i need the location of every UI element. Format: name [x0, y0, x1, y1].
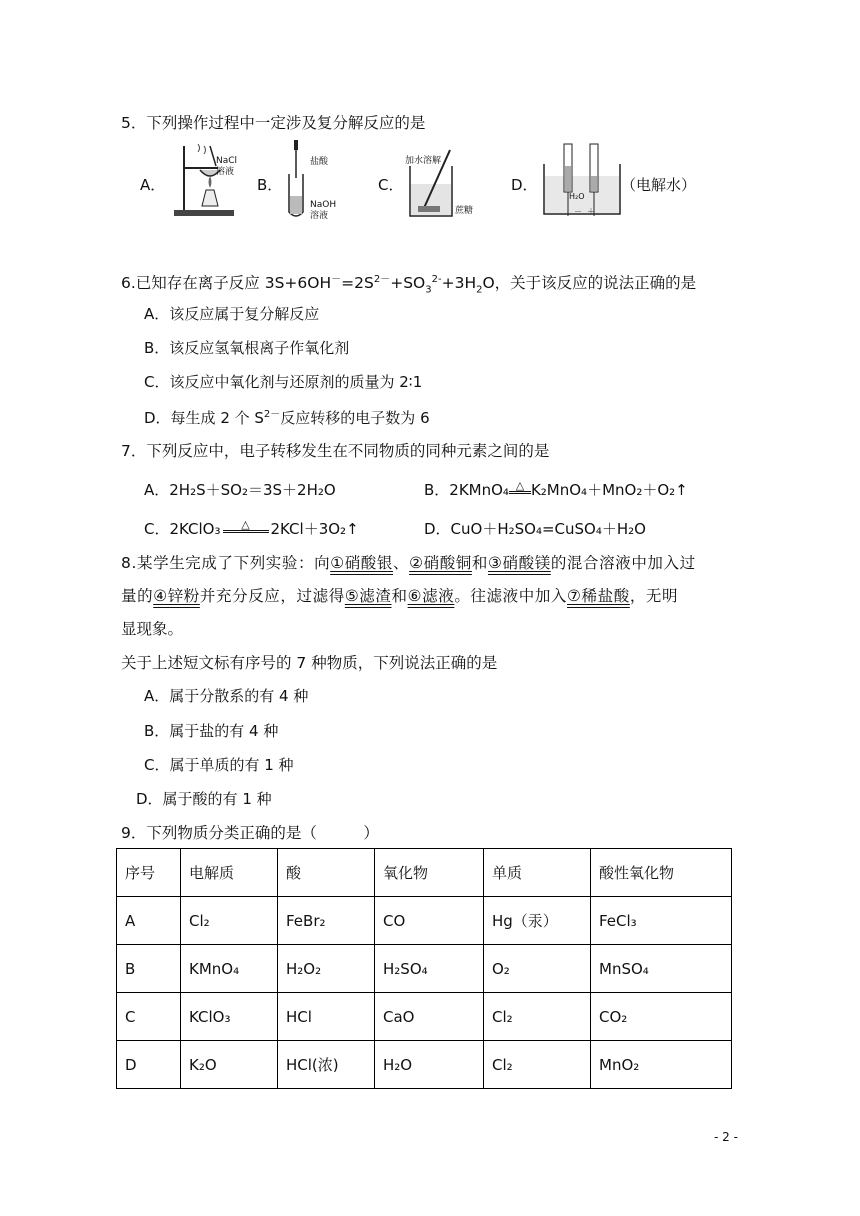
q7-option-c[interactable]: C．2KClO₃ △ 2KCl＋3O₂↑	[144, 518, 359, 538]
table-header-cell: 单质	[484, 849, 591, 897]
table-header-row	[117, 849, 732, 897]
q8-option-c[interactable]: C．属于单质的有 1 种	[144, 756, 294, 774]
q9-stem: 9．下列物质分类正确的是（ ）	[121, 824, 379, 842]
q5-option-d-letter[interactable]: D．	[511, 176, 538, 194]
table-row	[117, 945, 732, 993]
q5-option-b-letter[interactable]: B．	[257, 176, 283, 194]
q5-d-label-plus: ＋	[587, 207, 595, 216]
table-cell: B	[117, 945, 181, 993]
table-cell: O₂	[484, 945, 591, 993]
q5-b-label-solution: 溶液	[310, 211, 329, 221]
table-cell: H₂O₂	[278, 945, 375, 993]
heating-symbol-icon: △	[509, 481, 531, 494]
q5-d-note: （电解水）	[621, 176, 697, 194]
q7-option-a[interactable]: A．2H₂S＋SO₂＝3S＋2H₂O	[144, 481, 336, 499]
classification-table	[116, 848, 732, 1089]
evaporation-apparatus-icon	[170, 140, 250, 220]
q8-option-d[interactable]: D．属于酸的有 1 种	[136, 790, 272, 808]
test-tube-dropper-icon	[285, 138, 307, 222]
q8-line-3: 显现象。	[121, 620, 184, 638]
table-cell: KMnO₄	[181, 945, 278, 993]
table-cell: Cl₂	[484, 1041, 591, 1089]
table-row	[117, 1041, 732, 1089]
table-cell: C	[117, 993, 181, 1041]
q6-stem: 6.已知存在离子反应 $3S+6OH^-=2S^{2-}+SO_3^{2-}+3H_2O$，关于该反应的说法正确的是	[121, 274, 697, 296]
q5-c-label-sucrose: 蔗糖	[455, 206, 474, 216]
page-number: - 2 -	[714, 1130, 738, 1144]
q5-a-label-nacl: NaCl	[216, 156, 238, 166]
table-row	[117, 897, 732, 945]
table-cell: A	[117, 897, 181, 945]
table-cell: MnSO₄	[591, 945, 732, 993]
q8-line-1: 8.某学生完成了下列实验：向①硝酸银、②硝酸铜和③硝酸镁的混合溶液中加入过	[121, 554, 696, 572]
table-header-cell: 序号	[117, 849, 181, 897]
q6-option-d[interactable]: D．每生成 2 个 $S^{2-}$反应转移的电子数为 6	[144, 409, 430, 427]
q5-option-a-letter[interactable]: A．	[140, 176, 166, 194]
beaker-stirring-icon	[404, 146, 460, 222]
table-cell: D	[117, 1041, 181, 1089]
q5-c-label-dissolve: 加水溶解	[405, 156, 442, 166]
table-cell: Cl₂	[484, 993, 591, 1041]
q5-stem: 5．下列操作过程中一定涉及复分解反应的是	[121, 114, 426, 132]
table-cell: H₂SO₄	[375, 945, 484, 993]
table-header-cell: 酸性氧化物	[591, 849, 732, 897]
q6-option-b[interactable]: B．该反应氢氧根离子作氧化剂	[144, 339, 350, 357]
table-cell: K₂O	[181, 1041, 278, 1089]
table-cell: CO	[375, 897, 484, 945]
table-cell: Hg（汞）	[484, 897, 591, 945]
table-cell: KClO₃	[181, 993, 278, 1041]
table-cell: FeCl₃	[591, 897, 732, 945]
q5-option-c-letter[interactable]: C．	[378, 176, 404, 194]
table-cell: HCl(浓)	[278, 1041, 375, 1089]
table-header-cell: 电解质	[181, 849, 278, 897]
q6-option-c[interactable]: C．该反应中氧化剂与还原剂的质量为 2∶1	[144, 373, 423, 391]
q5-a-label-solution: 溶液	[216, 167, 235, 177]
heating-symbol-icon: △	[223, 520, 269, 533]
table-cell: Cl₂	[181, 897, 278, 945]
q7-stem: 7．下列反应中，电子转移发生在不同物质的同种元素之间的是	[121, 442, 550, 460]
table-cell: MnO₂	[591, 1041, 732, 1089]
table-header-cell: 酸	[278, 849, 375, 897]
table-cell: CO₂	[591, 993, 732, 1041]
q5-b-label-hcl: 盐酸	[310, 157, 329, 167]
q8-option-a[interactable]: A．属于分散系的有 4 种	[144, 687, 309, 705]
q5-d-label-minus: －	[574, 207, 582, 216]
table-cell: H₂O	[375, 1041, 484, 1089]
q7-option-b[interactable]: B．2KMnO₄ △ K₂MnO₄＋MnO₂＋O₂↑	[424, 479, 688, 499]
table-header-cell: 氧化物	[375, 849, 484, 897]
q5-b-label-naoh: NaOH	[310, 200, 337, 210]
q8-line-2: 量的④锌粉并充分反应，过滤得⑤滤渣和⑥滤液。往滤液中加入⑦稀盐酸，无明	[121, 587, 679, 605]
table-cell: HCl	[278, 993, 375, 1041]
table-row	[117, 993, 732, 1041]
table-cell: FeBr₂	[278, 897, 375, 945]
q5-d-label-water: H₂O	[569, 192, 585, 201]
q7-option-d[interactable]: D．CuO＋H₂SO₄=CuSO₄＋H₂O	[424, 520, 646, 538]
q6-option-a[interactable]: A．该反应属于复分解反应	[144, 305, 320, 323]
q8-option-b[interactable]: B．属于盐的有 4 种	[144, 722, 279, 740]
table-cell: CaO	[375, 993, 484, 1041]
electrolysis-apparatus-icon	[538, 140, 626, 220]
q8-line-4: 关于上述短文标有序号的 7 种物质，下列说法正确的是	[121, 654, 498, 672]
